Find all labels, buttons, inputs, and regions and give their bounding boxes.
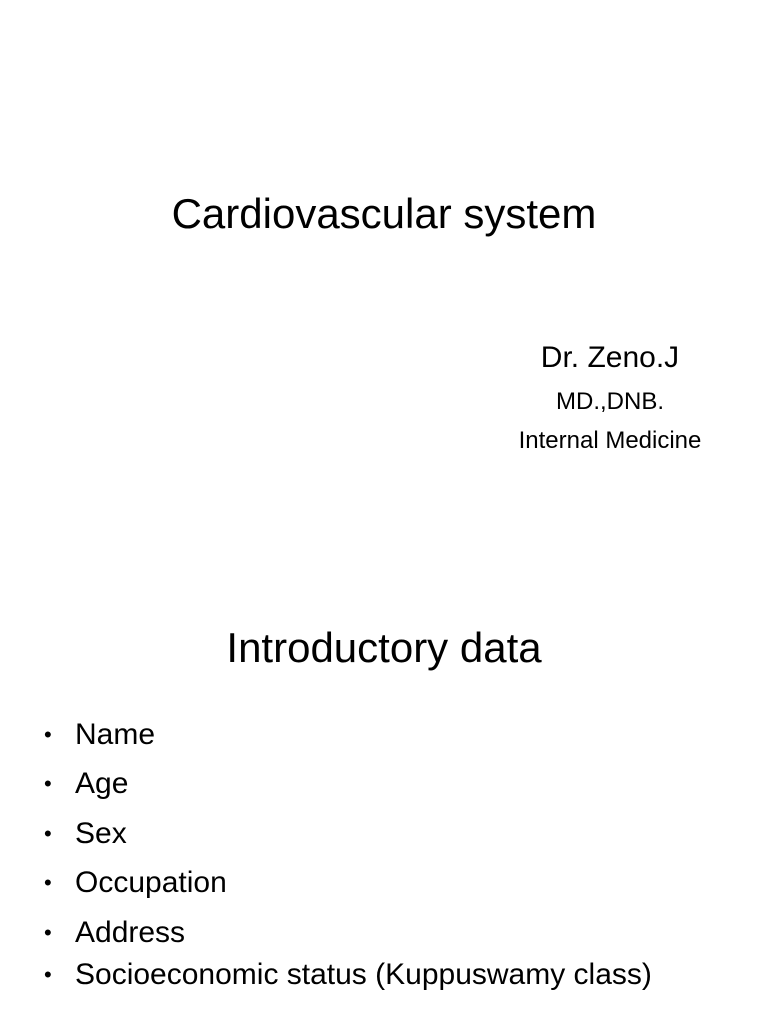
author-name: Dr. Zeno.J: [540, 341, 680, 374]
list-item: [42, 759, 742, 808]
bullet-icon: •: [44, 771, 52, 797]
author-department: Internal Medicine: [518, 427, 702, 454]
bullet-icon: •: [44, 820, 52, 846]
list-item-text: Sex: [75, 816, 127, 850]
list-item-text: Socioeconomic status (Kuppuswamy class): [75, 958, 652, 992]
list-item-text: Address: [75, 915, 186, 949]
bullet-list: [42, 710, 742, 993]
bullet-icon: •: [44, 919, 52, 945]
list-item: [42, 809, 742, 858]
bullet-icon: •: [44, 962, 52, 988]
content-slide: [0, 560, 768, 1024]
list-item-text: Age: [75, 767, 129, 801]
list-item: [42, 908, 742, 957]
list-item: [42, 858, 742, 907]
list-item: [42, 710, 742, 759]
content-title: Introductory data: [226, 624, 542, 671]
list-item-text: Name: [75, 718, 156, 751]
slide-title: Cardiovascular system: [171, 190, 597, 237]
bullet-icon: •: [44, 870, 52, 896]
list-item-text: Occupation: [75, 866, 227, 900]
author-degrees: MD.,DNB.: [556, 388, 664, 415]
list-item: [42, 957, 742, 993]
bullet-icon: •: [44, 722, 52, 747]
